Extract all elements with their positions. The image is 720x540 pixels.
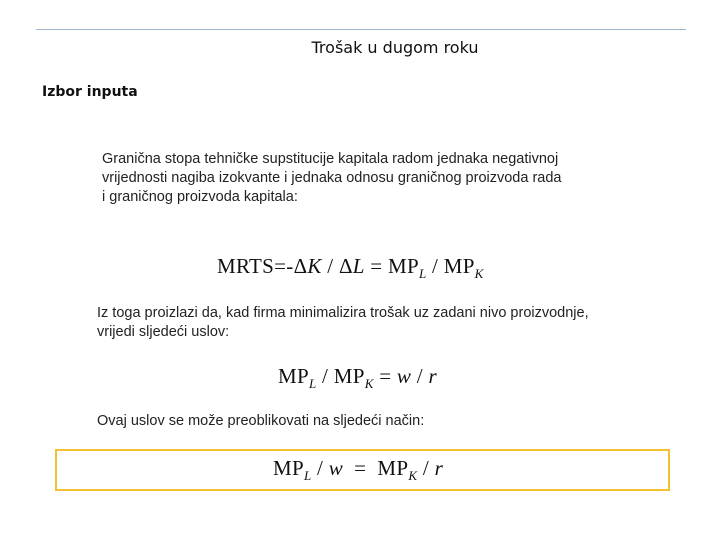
formula-term: MP <box>443 254 475 278</box>
formula-term: MP <box>377 456 409 480</box>
paragraph-line: vrijedi sljedeći uslov: <box>97 324 230 340</box>
formula-condition <box>278 364 437 392</box>
formula-term: MRTS <box>217 254 275 278</box>
paragraph-line: vrijednosti nagiba izokvante i jednaka odnosu graničnog proizvoda rada <box>102 170 562 186</box>
formula-operator: / <box>417 456 435 480</box>
top-divider <box>36 29 686 30</box>
formula-variable: K <box>307 254 322 278</box>
formula-variable: r <box>428 364 437 388</box>
formula-variable: w <box>396 364 412 388</box>
formula-subscript: K <box>474 266 484 281</box>
formula-operator: = <box>364 254 388 278</box>
paragraph-line: Iz toga proizlazi da, kad firma minimalizira trošak uz zadani nivo proizvodnje, <box>97 305 589 321</box>
slide-title: Trošak u dugom roku <box>311 38 479 57</box>
formula-operator: -Δ <box>286 254 308 278</box>
formula-variable: w <box>328 456 344 480</box>
formula-operator: = <box>343 456 378 480</box>
paragraph-line: Ovaj uslov se može preoblikovati na sljedeći način: <box>97 413 425 429</box>
formula-variable: r <box>434 456 444 480</box>
paragraph-line: i graničnog proizvoda kapitala: <box>102 189 298 205</box>
formula-term: MP <box>387 254 419 278</box>
formula-operator: / Δ <box>321 254 353 278</box>
formula-subscript: K <box>364 376 374 391</box>
formula-term: MP <box>333 364 365 388</box>
formula-reformulated <box>273 456 443 484</box>
formula-operator: / <box>311 456 329 480</box>
formula-operator: / <box>316 364 334 388</box>
paragraph-mrts-definition <box>102 150 642 207</box>
formula-operator: = <box>274 254 287 278</box>
section-heading: Izbor inputa <box>42 84 138 100</box>
formula-operator: / <box>426 254 444 278</box>
formula-term: MP <box>278 364 309 388</box>
formula-subscript: L <box>303 468 312 483</box>
paragraph-line: Granična stopa tehničke supstitucije kapitala radom jednaka negativnoj <box>102 151 559 167</box>
formula-operator: = <box>373 364 397 388</box>
formula-variable: L <box>352 254 365 278</box>
formula-subscript: K <box>408 468 418 483</box>
formula-term: MP <box>273 456 304 480</box>
formula-subscript: L <box>308 376 317 391</box>
formula-mrts <box>217 254 484 282</box>
formula-operator: / <box>411 364 429 388</box>
paragraph-cost-minimization <box>97 304 677 342</box>
formula-subscript: L <box>418 266 427 281</box>
paragraph-reformulation <box>97 412 657 431</box>
